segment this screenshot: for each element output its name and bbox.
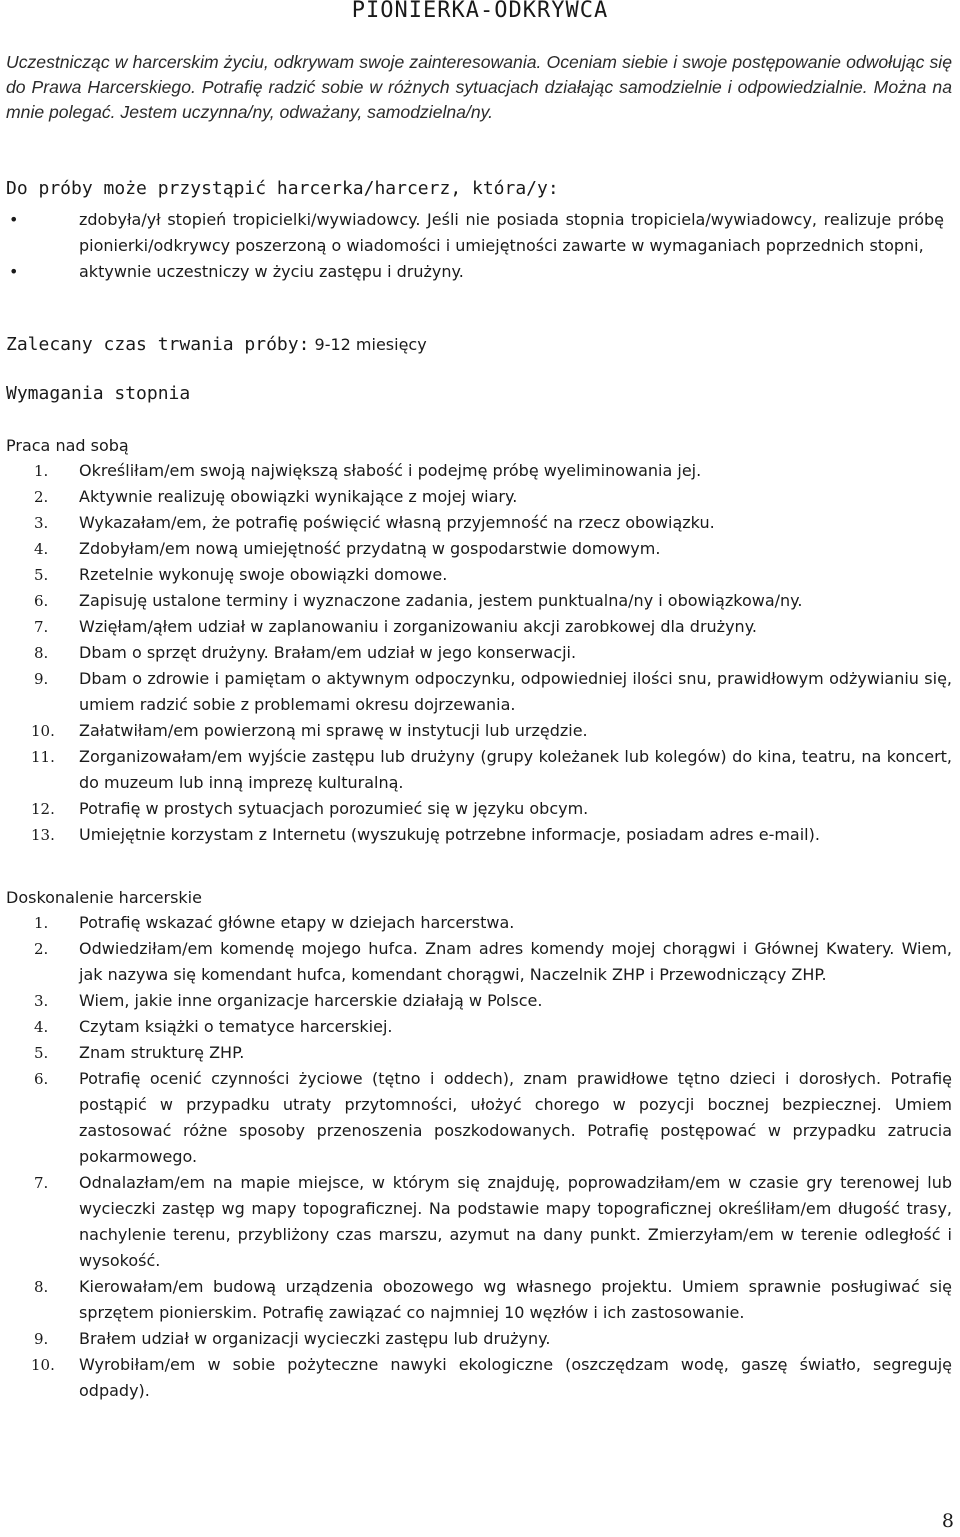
duration-line — [6, 334, 427, 355]
list-item — [6, 588, 952, 614]
list-item — [6, 1040, 952, 1066]
list-item-text: Odwiedziłam/em komendę mojego hufca. Znam adres komendy mojej chorągwi i Głównej Kwatery. Wiem, jak nazywa się komendant hufca, komendant chorągwi, Naczelnik ZHP i Przewodniczący ZHP. — [79, 939, 952, 984]
list-item — [6, 1170, 952, 1274]
list-item — [6, 744, 952, 796]
item-number: 4. — [34, 1018, 49, 1036]
subsection-title-praca: Praca nad sobą — [6, 436, 129, 455]
list-item — [6, 822, 952, 848]
list-item-text: Potrafię w prostych sytuacjach porozumieć się w języku obcym. — [79, 799, 589, 818]
list-item-text: Dbam o sprzęt drużyny. Brałam/em udział w jego konserwacji. — [79, 643, 577, 662]
list-item-text: Czytam książki o tematyce harcerskiej. — [79, 1017, 393, 1036]
item-number: 6. — [34, 592, 49, 610]
item-number: 2. — [34, 488, 49, 506]
list-item — [6, 510, 952, 536]
list-item-text: Dbam o zdrowie i pamiętam o aktywnym odpoczynku, odpowiedniej ilości snu, prawidłowym odżywianiu się, umiem radzić sobie z problemami okresu dojrzewania. — [79, 669, 952, 714]
list-item-text: Potrafię ocenić czynności życiowe (tętno i oddech), znam prawidłowe tętno dzieci i dorosłych. Potrafię postąpić w przypadku utraty przytomności, ułożyć chorego w pozycji bocznej bezpiecznej. Umiem zastosować różne sposoby przenoszenia poszkodowanych. Potrafię postępować w przypadku zatrucia pokarmowego. — [79, 1069, 952, 1166]
list-item-text: Umiejętnie korzystam z Internetu (wyszukuję potrzebne informacje, posiadam adres e-mail). — [79, 825, 820, 844]
list-item — [6, 796, 952, 822]
section-heading: Wymagania stopnia — [6, 383, 191, 404]
item-number: 8. — [34, 1278, 49, 1296]
item-number: 4. — [34, 540, 49, 558]
list-item-text: Znam strukturę ZHP. — [79, 1043, 245, 1062]
list-item — [6, 988, 952, 1014]
list-item — [6, 484, 952, 510]
item-number: 10. — [31, 722, 55, 740]
list-item-text: Wykazałam/em, że potrafię poświęcić własną przyjemność na rzecz obowiązku. — [79, 513, 715, 532]
requirements-list — [6, 207, 944, 285]
list-item-text: Aktywnie realizuję obowiązki wynikające z mojej wiary. — [79, 487, 518, 506]
list-item — [6, 1352, 952, 1404]
duration-label: Zalecany czas trwania próby: — [6, 334, 310, 355]
list-item — [6, 1326, 952, 1352]
item-number: 8. — [34, 644, 49, 662]
list-item — [6, 458, 952, 484]
bullet-icon: • — [9, 262, 19, 281]
list-item-text: Brałem udział w organizacji wycieczki zastępu lub drużyny. — [79, 1329, 551, 1348]
list-item-text: Wiem, jakie inne organizacje harcerskie działają w Polsce. — [79, 991, 543, 1010]
list-item — [6, 718, 952, 744]
list-item-text: Załatwiłam/em powierzoną mi sprawę w instytucji lub urzędzie. — [79, 721, 588, 740]
list-item-text: Zapisuję ustalone terminy i wyznaczone zadania, jestem punktualna/ny i obowiązkowa/ny. — [79, 591, 803, 610]
list-item — [6, 259, 944, 285]
item-number: 6. — [34, 1070, 49, 1088]
list-item — [6, 207, 944, 259]
list-item — [6, 1014, 952, 1040]
item-number: 12. — [31, 800, 55, 818]
list-item-text: Potrafię wskazać główne etapy w dziejach harcerstwa. — [79, 913, 515, 932]
list-item — [6, 936, 952, 988]
item-number: 5. — [34, 1044, 49, 1062]
item-number: 1. — [34, 914, 49, 932]
item-number: 9. — [34, 1330, 49, 1348]
list-item — [6, 562, 952, 588]
item-number: 5. — [34, 566, 49, 584]
page-number: 8 — [941, 1510, 954, 1532]
list-item-text: Wzięłam/ąłem udział w zaplanowaniu i zorganizowaniu akcji zarobkowej dla drużyny. — [79, 617, 757, 636]
list-item-text: zdobyła/ył stopień tropicielki/wywiadowcy. Jeśli nie posiada stopnia tropiciela/wywiadowcy, realizuje próbę pionierki/odkrywcy poszerzoną o wiadomości i umiejętności zawarte w wymaganiach poprzednich stopni, — [79, 210, 944, 255]
list-item-text: Odnalazłam/em na mapie miejsce, w którym się znajduję, poprowadziłam/em w czasie gry terenowej lub wycieczki zastęp wg mapy topograficznej. Na podstawie mapy topograficznej określiłam/em długość trasy, nachylenie terenu, przybliżony czas marszu, azymut na dany punkt. Zmierzyłam/em w terenie odległość i wysokość. — [79, 1173, 952, 1270]
item-number: 9. — [34, 670, 49, 688]
requirements-heading: Do próby może przystąpić harcerka/harcerz, która/y: — [6, 178, 559, 199]
praca-nad-soba-list — [6, 458, 952, 848]
list-item-text: Rzetelnie wykonuję swoje obowiązki domowe. — [79, 565, 448, 584]
list-item — [6, 640, 952, 666]
list-item — [6, 910, 952, 936]
bullet-icon: • — [9, 210, 19, 229]
intro-paragraph: Uczestnicząc w harcerskim życiu, odkrywam swoje zainteresowania. Oceniam siebie i swoje postępowanie odwołując się do Prawa Harcerskiego. Potrafię radzić sobie w różnych sytuacjach działając samodzielnie i odpowiedzialnie. Można na mnie polegać. Jestem uczynna/ny, odważany, samodzielna/ny. — [6, 52, 952, 122]
list-item — [6, 536, 952, 562]
item-number: 13. — [31, 826, 55, 844]
list-item-text: Zdobyłam/em nową umiejętność przydatną w gospodarstwie domowym. — [79, 539, 661, 558]
list-item-text: Kierowałam/em budową urządzenia obozowego wg własnego projektu. Umiem sprawnie posługiwać się sprzętem pionierskim. Potrafię zawiązać co najmniej 10 węzłów i ich zastosowanie. — [79, 1277, 952, 1322]
item-number: 10. — [31, 1356, 55, 1374]
item-number: 3. — [34, 514, 49, 532]
list-item — [6, 1274, 952, 1326]
page-title: PIONIERKA-ODKRYWCA — [351, 0, 609, 23]
list-item-text: Określiłam/em swoją największą słabość i podejmę próbę wyeliminowania jej. — [79, 461, 702, 480]
list-item — [6, 666, 952, 718]
duration-value: 9-12 miesięcy — [314, 335, 427, 354]
subsection-title-doskonalenie: Doskonalenie harcerskie — [6, 888, 202, 907]
item-number: 7. — [34, 1174, 49, 1192]
doskonalenie-list — [6, 910, 952, 1404]
item-number: 2. — [34, 940, 49, 958]
list-item-text: Wyrobiłam/em w sobie pożyteczne nawyki ekologiczne (oszczędzam wodę, gaszę światło, segreguję odpady). — [79, 1355, 952, 1400]
item-number: 7. — [34, 618, 49, 636]
list-item-text: aktywnie uczestniczy w życiu zastępu i drużyny. — [79, 262, 464, 281]
list-item — [6, 614, 952, 640]
item-number: 3. — [34, 992, 49, 1010]
item-number: 11. — [31, 748, 55, 766]
list-item — [6, 1066, 952, 1170]
list-item-text: Zorganizowałam/em wyjście zastępu lub drużyny (grupy koleżanek lub kolegów) do kina, teatru, na koncert, do muzeum lub inną imprezę kulturalną. — [79, 747, 952, 792]
item-number: 1. — [34, 462, 49, 480]
